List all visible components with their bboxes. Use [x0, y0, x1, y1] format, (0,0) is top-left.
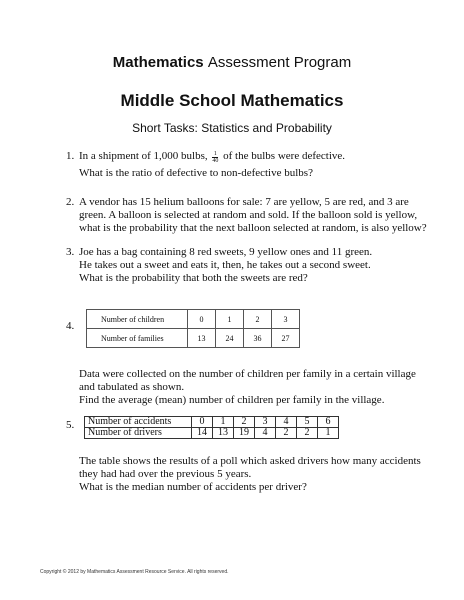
table-row	[87, 310, 300, 329]
table-header-cell: Number of drivers	[85, 428, 192, 439]
question-line: Find the average (mean) number of children per family in the village.	[79, 394, 385, 406]
program-title-word2: Assessment Program	[207, 54, 352, 71]
table-cell: 3	[272, 310, 300, 329]
question-line: What is the probability that both the sweets are red?	[79, 272, 308, 284]
question-line: what is the probability that the next balloon selected at random, is also yellow?	[79, 222, 427, 234]
table-cell: 13	[188, 329, 216, 348]
table-cell: 0	[188, 310, 216, 329]
question-line: they had had over the previous 5 years.	[79, 468, 252, 480]
question-number: 2.	[66, 196, 75, 208]
question-line: What is the ratio of defective to non-defective bulbs?	[79, 167, 313, 179]
question-text: In a shipment of 1,000 bulbs,	[79, 150, 208, 162]
table-row	[87, 329, 300, 348]
table-cell: 36	[244, 329, 272, 348]
table-cell: 3	[255, 417, 276, 428]
question-number: 1.	[66, 150, 75, 162]
table-cell: 14	[192, 428, 213, 439]
accidents-table	[84, 416, 339, 439]
table-cell: 2	[276, 428, 297, 439]
table-cell: 4	[255, 428, 276, 439]
table-cell: 5	[297, 417, 318, 428]
table-cell: 4	[276, 417, 297, 428]
fraction	[212, 151, 218, 164]
table-cell: 0	[192, 417, 213, 428]
question-number: 4.	[66, 320, 75, 332]
children-table	[86, 309, 300, 348]
question-line: The table shows the results of a poll which asked drivers how many accidents	[79, 455, 421, 467]
subtitle: Short Tasks: Statistics and Probability	[132, 121, 332, 135]
question-line: What is the median number of accidents per driver?	[79, 481, 307, 493]
fraction-numerator: 1	[213, 151, 217, 157]
table-cell: 6	[318, 417, 339, 428]
table-cell: 2	[297, 428, 318, 439]
table-cell: 2	[234, 417, 255, 428]
question-line: Data were collected on the number of children per family in a certain village	[79, 368, 416, 380]
table-header-cell: Number of accidents	[85, 417, 192, 428]
question-line	[79, 150, 345, 164]
question-number: 5.	[66, 419, 75, 431]
table-row	[85, 428, 339, 439]
table-cell: 2	[244, 310, 272, 329]
table-cell: 13	[213, 428, 234, 439]
table-cell: 19	[234, 428, 255, 439]
table-cell: 27	[272, 329, 300, 348]
course-title: Middle School Mathematics	[120, 91, 344, 110]
copyright-notice: Copyright © 2012 by Mathematics Assessment Resource Service. All rights reserved.	[40, 569, 229, 575]
question-line: Joe has a bag containing 8 red sweets, 9 yellow ones and 11 green.	[79, 246, 373, 258]
question-number: 3.	[66, 246, 75, 258]
table-cell: 24	[216, 329, 244, 348]
program-title-word1: Mathematics	[112, 54, 204, 71]
table-header-cell: Number of children	[87, 310, 188, 329]
question-line: green. A balloon is selected at random and sold. If the balloon sold is yellow,	[79, 209, 418, 221]
table-header-cell: Number of families	[87, 329, 188, 348]
question-line: A vendor has 15 helium balloons for sale: 7 are yellow, 5 are red, and 3 are	[79, 196, 409, 208]
table-row	[85, 417, 339, 428]
fraction-denominator: 40	[212, 158, 219, 164]
table-cell: 1	[216, 310, 244, 329]
program-title	[0, 54, 464, 71]
table-cell: 1	[213, 417, 234, 428]
question-line: He takes out a sweet and eats it, then, he takes out a second sweet.	[79, 259, 371, 271]
question-line: and tabulated as shown.	[79, 381, 185, 393]
table-cell: 1	[318, 428, 339, 439]
question-text: of the bulbs were defective.	[223, 150, 346, 162]
